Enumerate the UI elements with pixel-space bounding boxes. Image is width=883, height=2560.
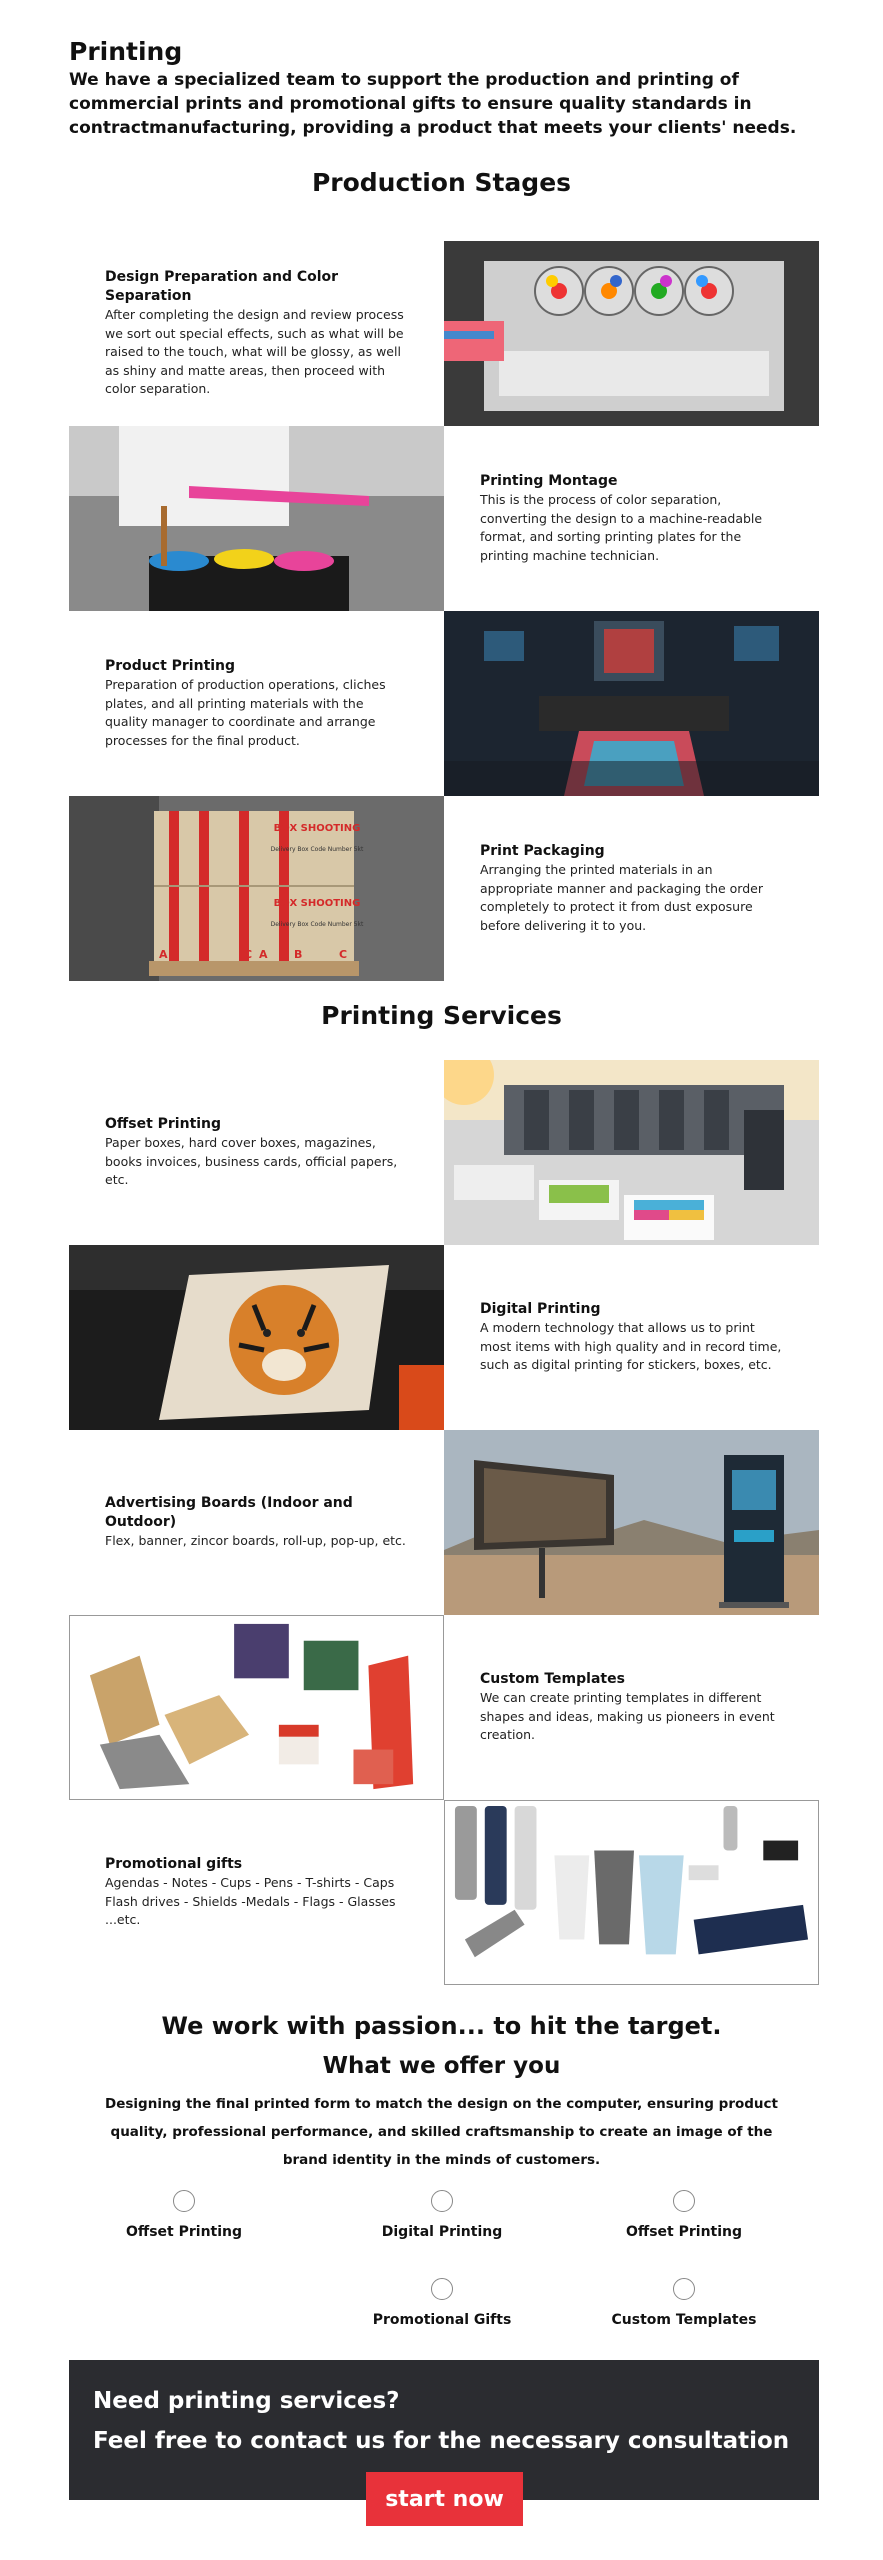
offer-item[interactable] — [342, 2190, 542, 2240]
pallet-label: B — [199, 948, 208, 961]
services-title: Printing Services — [321, 1001, 562, 1030]
passion-heading: We work with passion... to hit the target. — [161, 2012, 722, 2040]
box-label: BOX SHOOTING — [273, 898, 361, 909]
color-mixing-photo — [444, 241, 819, 426]
stage-row — [69, 241, 819, 426]
service-row — [69, 1615, 819, 1800]
boxes-pallet-photo — [69, 796, 444, 981]
stage-text — [105, 241, 410, 426]
circle-icon — [173, 2190, 195, 2212]
offer-item[interactable] — [342, 2278, 542, 2328]
box-label: BOX SHOOTING — [273, 823, 361, 834]
offer-item-label: Custom Templates — [611, 2312, 757, 2328]
circle-icon — [431, 2278, 453, 2300]
pallet-label: B — [294, 948, 303, 961]
stage-row — [69, 611, 819, 796]
service-row — [69, 1430, 819, 1615]
pallet-label: C — [244, 948, 253, 961]
service-desc: Agendas - Notes - Cups - Pens - T-shirts - Caps Flash drives - Shields -Medals - Flags - Glasses ...etc. — [105, 1875, 396, 1928]
pallet-label: A — [259, 948, 268, 961]
intro-text: We have a specialized team to support the production and printing of commercial prints and promotional gifts to ensure quality standards in contractmanufacturing, providing a product that meets your clients' needs. — [69, 70, 797, 138]
stage-desc: Arranging the printed materials in an appropriate manner and packaging the order completely to protect it from dust exposure before delivering it to you. — [480, 862, 763, 933]
service-row — [69, 1245, 819, 1430]
ink-mixing-photo — [69, 426, 444, 611]
offer-item-label: Offset Printing — [625, 2224, 743, 2240]
stage-row — [69, 426, 819, 611]
stage-title: Product Printing — [105, 658, 236, 674]
offer-item-label: Offset Printing — [125, 2224, 243, 2240]
cta-heading: Need printing services? — [93, 2388, 400, 2414]
service-row — [69, 1800, 819, 1985]
stage-title: Printing Montage — [480, 473, 618, 489]
billboard-rollup-photo — [444, 1430, 819, 1615]
service-title: Offset Printing — [105, 1116, 222, 1133]
service-title: Custom Templates — [480, 1671, 625, 1688]
service-text — [480, 1245, 785, 1430]
stage-text — [480, 796, 785, 981]
start-now-button[interactable]: start now — [366, 2472, 523, 2526]
stage-row — [69, 796, 819, 981]
intro — [69, 36, 819, 140]
stage-text — [480, 426, 785, 611]
offer-item[interactable] — [84, 2190, 284, 2240]
box-sublabel: Delivery Box Code Number 5kt — [270, 921, 364, 928]
service-text — [105, 1430, 410, 1615]
service-row — [69, 1060, 819, 1245]
cta-subheading: Feel free to contact us for the necessary consultation — [93, 2428, 790, 2454]
large-format-printer-photo — [444, 611, 819, 796]
stage-text — [105, 611, 410, 796]
offer-text: Designing the final printed form to match the design on the computer, ensuring product quality, professional performance, and skilled craftsmanship to create an image of the brand identity in the minds of customers. — [105, 2096, 778, 2168]
service-desc: Flex, banner, zincor boards, roll-up, pop-up, etc. — [105, 1533, 406, 1549]
service-title: Digital Printing — [480, 1301, 601, 1318]
offer-item[interactable] — [584, 2190, 784, 2240]
pallet-label: C — [339, 948, 348, 961]
service-text — [480, 1615, 785, 1800]
offer-title: What we offer you — [322, 2053, 561, 2079]
service-desc: A modern technology that allows us to print most items with high quality and in record time, such as digital printing for stickers, boxes, etc. — [480, 1320, 782, 1373]
offer-item[interactable] — [584, 2278, 784, 2328]
offer-item-label: Promotional Gifts — [372, 2312, 512, 2328]
offer-item-label: Digital Printing — [381, 2224, 503, 2240]
pallet-label: A — [159, 948, 168, 961]
stage-desc: This is the process of color separation, converting the design to a machine-readable format, and sorting printing plates for the printing machine technician. — [480, 492, 763, 563]
circle-icon — [673, 2190, 695, 2212]
service-title: Advertising Boards (Indoor and Outdoor) — [105, 1495, 353, 1531]
stage-title: Print Packaging — [480, 843, 605, 859]
box-sublabel: Delivery Box Code Number 5kt — [270, 846, 364, 853]
stage-desc: Preparation of production operations, cliches plates, and all printing materials with the quality manager to coordinate and arrange processes for the final product. — [105, 677, 386, 748]
service-desc: Paper boxes, hard cover boxes, magazines, books invoices, business cards, official papers, etc. — [105, 1135, 398, 1188]
stage-desc: After completing the design and review process we sort out special effects, such as what will be raised to the touch, what will be glossy, as well as shiny and matte areas, then proceed with color separation. — [105, 307, 404, 397]
service-desc: We can create printing templates in different shapes and ideas, making us pioneers in event creation. — [480, 1690, 775, 1743]
page-title: Printing — [69, 37, 183, 66]
service-title: Promotional gifts — [105, 1856, 243, 1873]
custom-templates-photo — [69, 1615, 444, 1800]
circle-icon — [673, 2278, 695, 2300]
service-text — [105, 1060, 410, 1245]
production-title: Production Stages — [311, 168, 572, 197]
circle-icon — [431, 2190, 453, 2212]
digital-print-tiger-photo — [69, 1245, 444, 1430]
stage-title: Design Preparation and Color Separation — [105, 269, 339, 305]
service-text — [105, 1800, 410, 1985]
offset-press-photo — [444, 1060, 819, 1245]
promotional-gifts-photo — [444, 1800, 819, 1985]
